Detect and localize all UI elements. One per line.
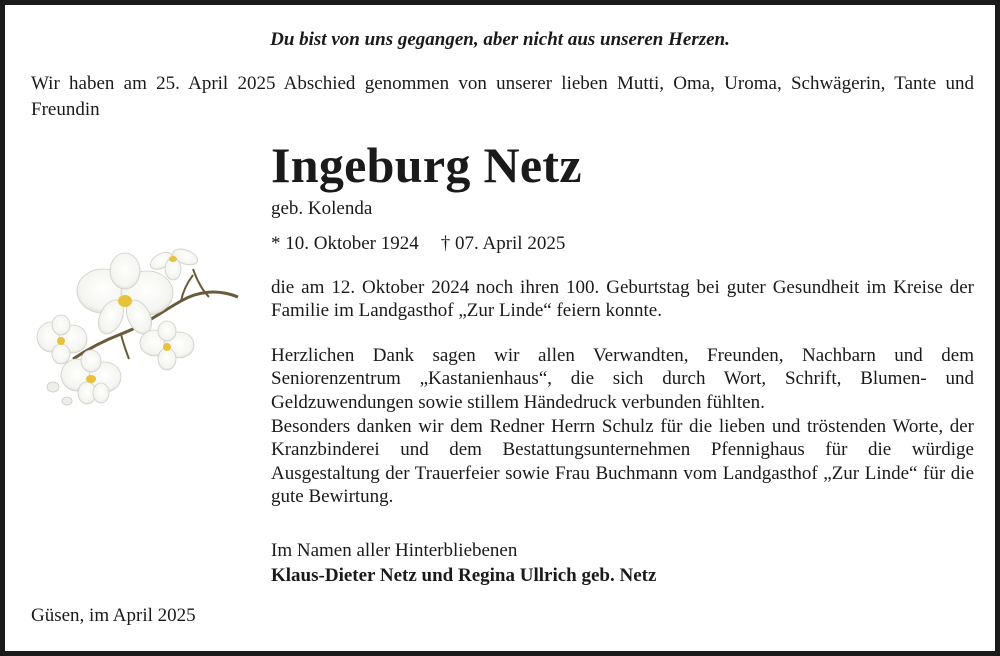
motto: Du bist von uns gegangen, aber nicht aus unseren Herzen. — [270, 29, 730, 50]
maiden-name: geb. Kolenda — [271, 198, 373, 219]
place-date: Güsen, im April 2025 — [31, 605, 196, 626]
intro-text: Wir haben am 25. April 2025 Abschied genommen von unserer lieben Mutti, Oma, Uroma, Schwägerin, Tante und Freundin — [31, 73, 974, 120]
signature-intro: Im Namen aller Hinterbliebenen — [271, 540, 518, 561]
life-dates — [271, 233, 565, 255]
signature-names: Klaus-Dieter Netz und Regina Ullrich geb. Netz — [271, 565, 657, 586]
special-thanks-paragraph: Besonders danken wir dem Redner Herrn Schulz für die lieben und tröstenden Worte, der Kranzbinderei und dem Bestattungsunternehmen Pfennighaus für die würdige Ausgestaltung der Trauerfeier sowie Frau Buchmann vom Landgasthof „Zur Linde“ für die gute Bewirtung. — [271, 416, 974, 507]
birth-date: * 10. Oktober 1924 — [271, 233, 419, 254]
orchid-icon — [33, 231, 243, 421]
birthday-paragraph: die am 12. Oktober 2024 noch ihren 100. Geburtstag bei guter Gesundheit im Kreise der Familie im Landgasthof „Zur Linde“ feiern konnte. — [271, 277, 974, 322]
death-date: † 07. April 2025 — [440, 233, 566, 254]
thanks-paragraph: Herzlichen Dank sagen wir allen Verwandten, Freunden, Nachbarn und dem Seniorenzentrum „Kastanienhaus“, die sich durch Wort, Schrift, Blumen- und Geldzuwendungen sowie stillem Händedruck verbunden fühlten. — [271, 345, 974, 413]
deceased-name: Ingeburg Netz — [271, 137, 582, 193]
